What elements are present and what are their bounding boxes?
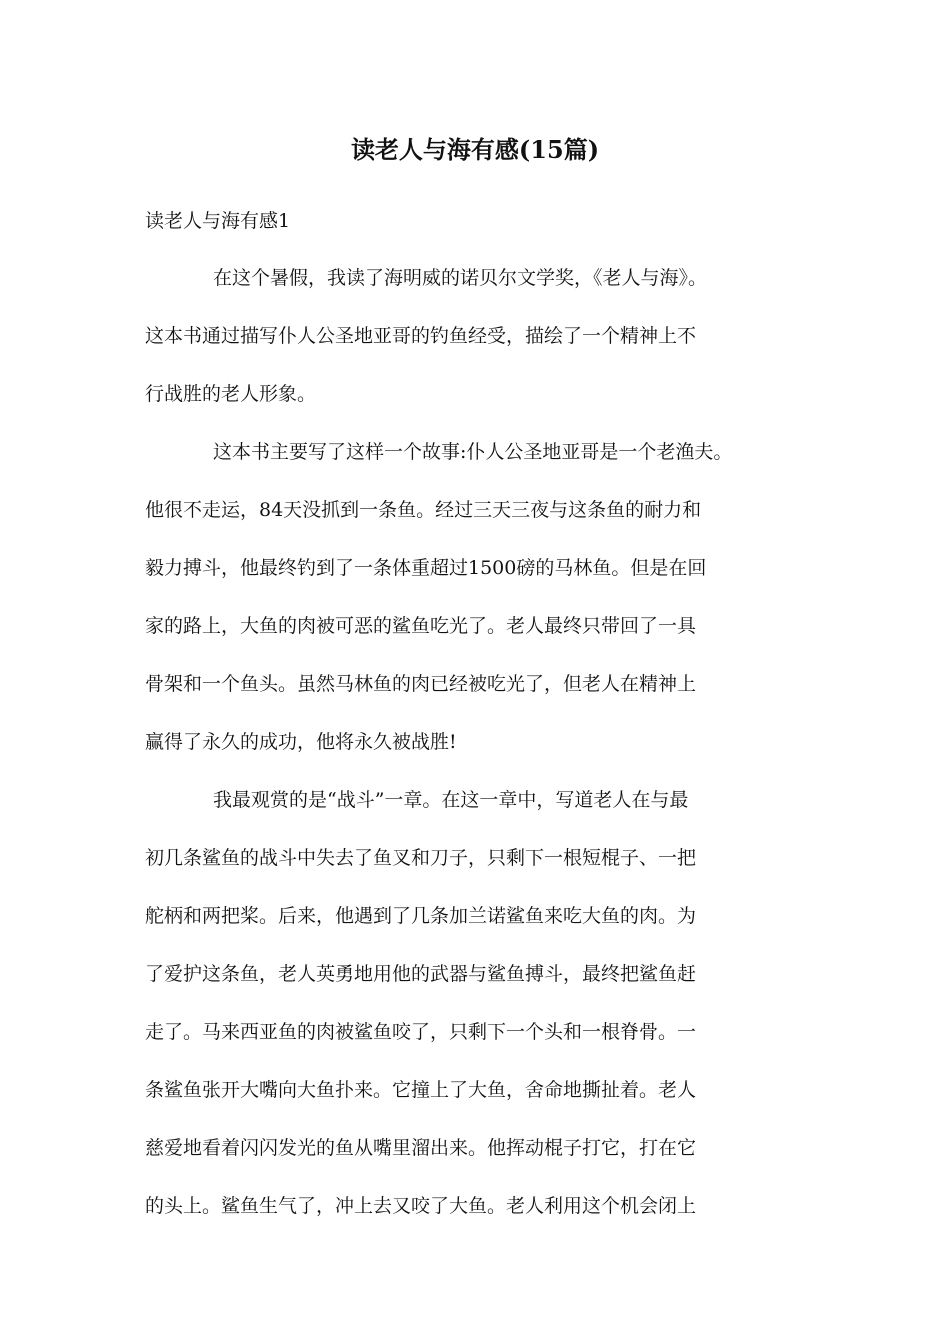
text-line: 行战胜的老人形象。 bbox=[145, 383, 317, 405]
text-line: 赢得了永久的成功，他将永久被战胜! bbox=[145, 731, 457, 753]
document-title: 读老人与海有感(15篇) bbox=[350, 135, 600, 164]
section-heading: 读老人与海有感1 bbox=[145, 210, 291, 232]
text-line: 舵柄和两把桨。后来，他遇到了几条加兰诺鲨鱼来吃大鱼的肉。为 bbox=[145, 905, 697, 927]
text-line: 毅力搏斗，他最终钓到了一条体重超过1500磅的马林鱼。但是在回 bbox=[145, 557, 707, 579]
text-line: 的头上。鲨鱼生气了，冲上去又咬了大鱼。老人利用这个机会闭上 bbox=[145, 1195, 697, 1217]
text-line: 了爱护这条鱼，老人英勇地用他的武器与鲨鱼搏斗，最终把鲨鱼赶 bbox=[145, 963, 697, 985]
text-line: 这本书主要写了这样一个故事:仆人公圣地亚哥是一个老渔夫。 bbox=[213, 441, 733, 463]
text-line: 慈爱地看着闪闪发光的鱼从嘴里溜出来。他挥动棍子打它，打在它 bbox=[145, 1137, 697, 1159]
text-line: 家的路上，大鱼的肉被可恶的鲨鱼吃光了。老人最终只带回了一具 bbox=[145, 615, 697, 637]
text-line: 这本书通过描写仆人公圣地亚哥的钓鱼经受，描绘了一个精神上不 bbox=[145, 325, 697, 347]
text-line: 走了。马来西亚鱼的肉被鲨鱼咬了，只剩下一个头和一根脊骨。一 bbox=[145, 1021, 697, 1043]
text-line: 他很不走运，84天没抓到一条鱼。经过三天三夜与这条鱼的耐力和 bbox=[145, 499, 702, 521]
text-line: 条鲨鱼张开大嘴向大鱼扑来。它撞上了大鱼，舍命地撕扯着。老人 bbox=[145, 1079, 697, 1101]
text-line: 在这个暑假，我读了海明威的诺贝尔文学奖，《老人与海》。 bbox=[213, 267, 708, 289]
text-line: 初几条鲨鱼的战斗中失去了鱼叉和刀子，只剩下一根短棍子、一把 bbox=[145, 847, 697, 869]
text-line: 骨架和一个鱼头。虽然马林鱼的肉已经被吃光了，但老人在精神上 bbox=[145, 673, 697, 695]
text-line: 我最观赏的是“战斗”一章。在这一章中，写道老人在与最 bbox=[213, 789, 689, 811]
document-body bbox=[145, 263, 805, 1249]
